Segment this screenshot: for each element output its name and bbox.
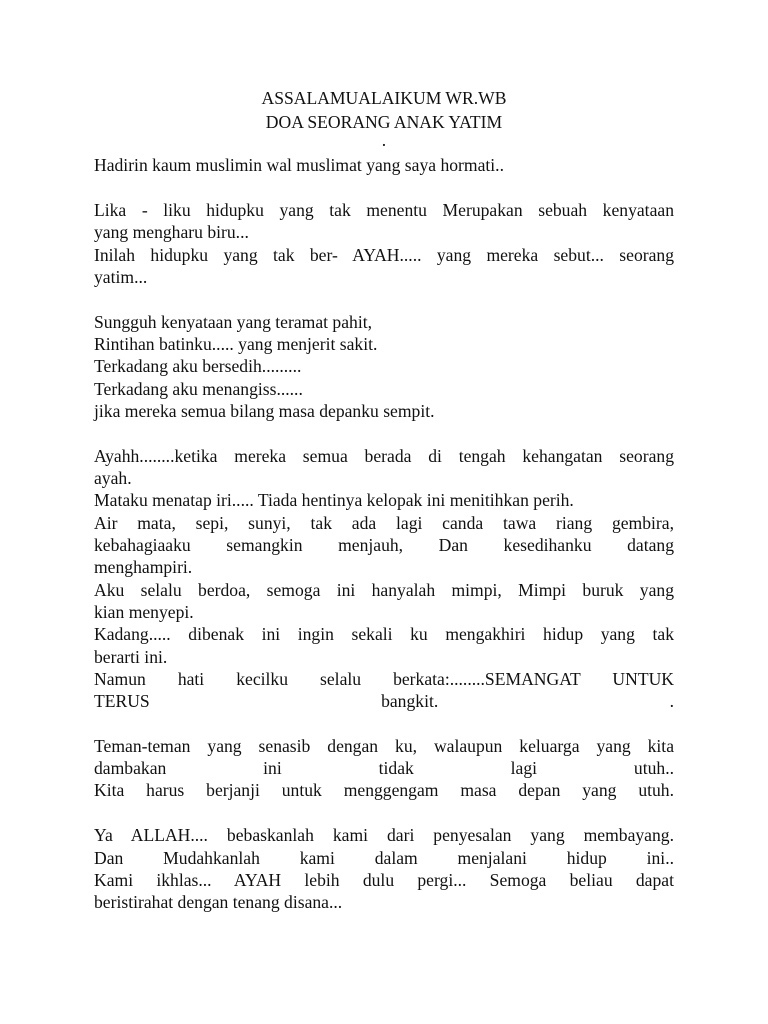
paragraph-line: Kita harus berjanji untuk menggengam masa depan yang utuh. <box>94 780 674 800</box>
paragraph-line: yang mengharu biru... <box>94 222 249 242</box>
paragraph-line: Kami ikhlas... AYAH lebih dulu pergi... Semoga beliau dapat <box>94 870 674 890</box>
opening-line: Hadirin kaum muslimin wal muslimat yang saya hormati.. <box>94 155 504 175</box>
paragraph-line: kian menyepi. <box>94 602 194 622</box>
paragraph-line: Air mata, sepi, sunyi, tak ada lagi canda tawa riang gembira, <box>94 513 674 533</box>
paragraph-line: Kadang..... dibenak ini ingin sekali ku mengakhiri hidup yang tak <box>94 624 674 644</box>
paragraph-line: Lika - liku hidupku yang tak menentu Merupakan sebuah kenyataan <box>94 200 674 220</box>
paragraph-line: Terkadang aku bersedih......... <box>94 356 302 376</box>
paragraph-line: Aku selalu berdoa, semoga ini hanyalah mimpi, Mimpi buruk yang <box>94 580 674 600</box>
paragraph-line: TERUS bangkit. . <box>94 691 674 711</box>
paragraph-line: jika mereka semua bilang masa depanku sempit. <box>94 401 435 421</box>
paragraph-line: beristirahat dengan tenang disana... <box>94 892 343 912</box>
paragraph-line: Dan Mudahkanlah kami dalam menjalani hidup ini.. <box>94 848 674 868</box>
paragraph-line: yatim... <box>94 267 148 287</box>
title-dot: . <box>381 130 387 150</box>
paragraph-line: Rintihan batinku..... yang menjerit sakit. <box>94 334 378 354</box>
paragraph-line: menghampiri. <box>94 557 193 577</box>
greeting-heading: ASSALAMUALAIKUM WR.WB <box>261 88 507 108</box>
paragraph-line: Sungguh kenyataan yang teramat pahit, <box>94 312 372 332</box>
paragraph-line: Teman-teman yang senasib dengan ku, walaupun keluarga yang kita <box>94 736 674 756</box>
document-title: DOA SEORANG ANAK YATIM <box>265 112 503 132</box>
paragraph-line: Inilah hidupku yang tak ber- AYAH..... yang mereka sebut... seorang <box>94 245 674 265</box>
paragraph-line: dambakan ini tidak lagi utuh.. <box>94 758 674 778</box>
paragraph-line: Mataku menatap iri..... Tiada hentinya kelopak ini menitihkan perih. <box>94 490 574 510</box>
paragraph-line: ayah. <box>94 468 132 488</box>
paragraph-line: kebahagiaaku semangkin menjauh, Dan kesedihanku datang <box>94 535 674 555</box>
paragraph-line: berarti ini. <box>94 647 168 667</box>
paragraph-line: Terkadang aku menangiss...... <box>94 379 303 399</box>
paragraph-line: Namun hati kecilku selalu berkata:........SEMANGAT UNTUK <box>94 669 674 689</box>
paragraph-line: Ayahh........ketika mereka semua berada di tengah kehangatan seorang <box>94 446 674 466</box>
paragraph-line: Ya ALLAH.... bebaskanlah kami dari penyesalan yang membayang. <box>94 825 674 845</box>
